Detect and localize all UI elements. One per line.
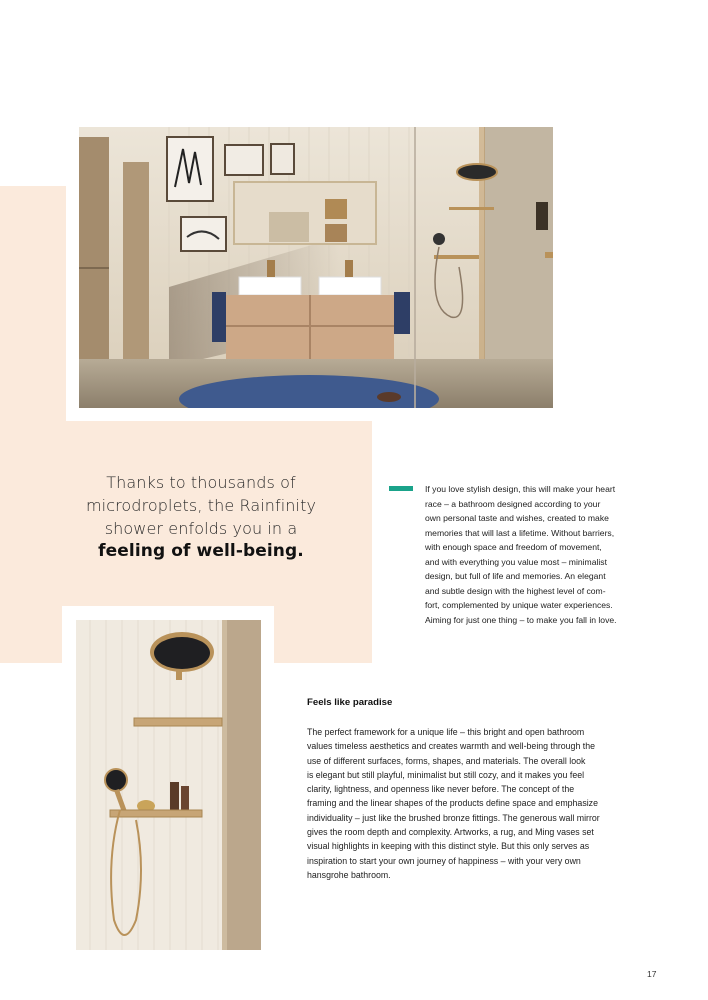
section-body bbox=[307, 725, 632, 882]
body-line: use of different surfaces, forms, shapes, and materials. The overall look bbox=[307, 755, 586, 766]
intro-line: and with everything you value most – minimalist bbox=[425, 556, 607, 567]
body-line: hansgrohe bathroom. bbox=[307, 869, 391, 880]
body-line: individuality – just like the brushed bronze fittings. The generous wall mirror bbox=[307, 812, 600, 823]
accent-dash bbox=[389, 486, 413, 491]
intro-line: If you love stylish design, this will make your heart bbox=[425, 484, 616, 494]
body-line: The perfect framework for a unique life – this bright and open bathroom bbox=[307, 727, 585, 737]
intro-line: and subtle design with the highest level of com- bbox=[425, 585, 606, 596]
intro-line: own personal taste and wishes, created to make bbox=[425, 513, 609, 523]
body-line: values timeless aesthetics and creates warmth and well-being through the bbox=[307, 741, 596, 752]
body-line: gives the room depth and complexity. Artworks, a rug, and Ming vases set bbox=[307, 827, 594, 838]
shower-photo bbox=[76, 620, 261, 950]
intro-line: race – a bathroom designed according to your bbox=[425, 498, 601, 509]
body-line: visual highlights in keeping with this distinct style. But this only serves as bbox=[307, 841, 590, 852]
pull-quote-line: shower enfolds you in a bbox=[104, 519, 298, 538]
intro-line: fort, complemented by unique water experiences. bbox=[425, 600, 613, 610]
intro-paragraph bbox=[425, 482, 635, 627]
pull-quote-emphasis: feeling of well-being. bbox=[98, 541, 304, 561]
section-heading: Feels like paradise bbox=[307, 697, 393, 708]
body-line: inspiration to start your own journey of happiness – with your very own bbox=[307, 855, 581, 866]
bathroom-photo bbox=[79, 127, 553, 408]
body-line: clarity, lightness, and openness like never before. The concept of the bbox=[307, 784, 575, 795]
page-number: 17 bbox=[647, 969, 657, 979]
intro-line: with enough space and freedom of movement, bbox=[425, 542, 602, 552]
body-line: is elegant but still playful, minimalist but still cozy, and it makes you feel bbox=[307, 769, 585, 780]
body-line: framing and the linear shapes of the products define space and emphasize bbox=[307, 798, 598, 809]
shower-illustration bbox=[76, 620, 261, 950]
pull-quote bbox=[80, 471, 322, 563]
intro-line: memories that will last a lifetime. Without barriers, bbox=[425, 527, 615, 538]
pull-quote-line: Thanks to thousands of bbox=[106, 473, 296, 492]
intro-line: Aiming for just one thing – to make you fall in love. bbox=[425, 614, 617, 625]
bathroom-illustration bbox=[79, 127, 553, 408]
pull-quote-line: microdroplets, the Rainfinity bbox=[85, 496, 317, 515]
intro-line: design, but full of life and memories. An elegant bbox=[425, 571, 606, 581]
